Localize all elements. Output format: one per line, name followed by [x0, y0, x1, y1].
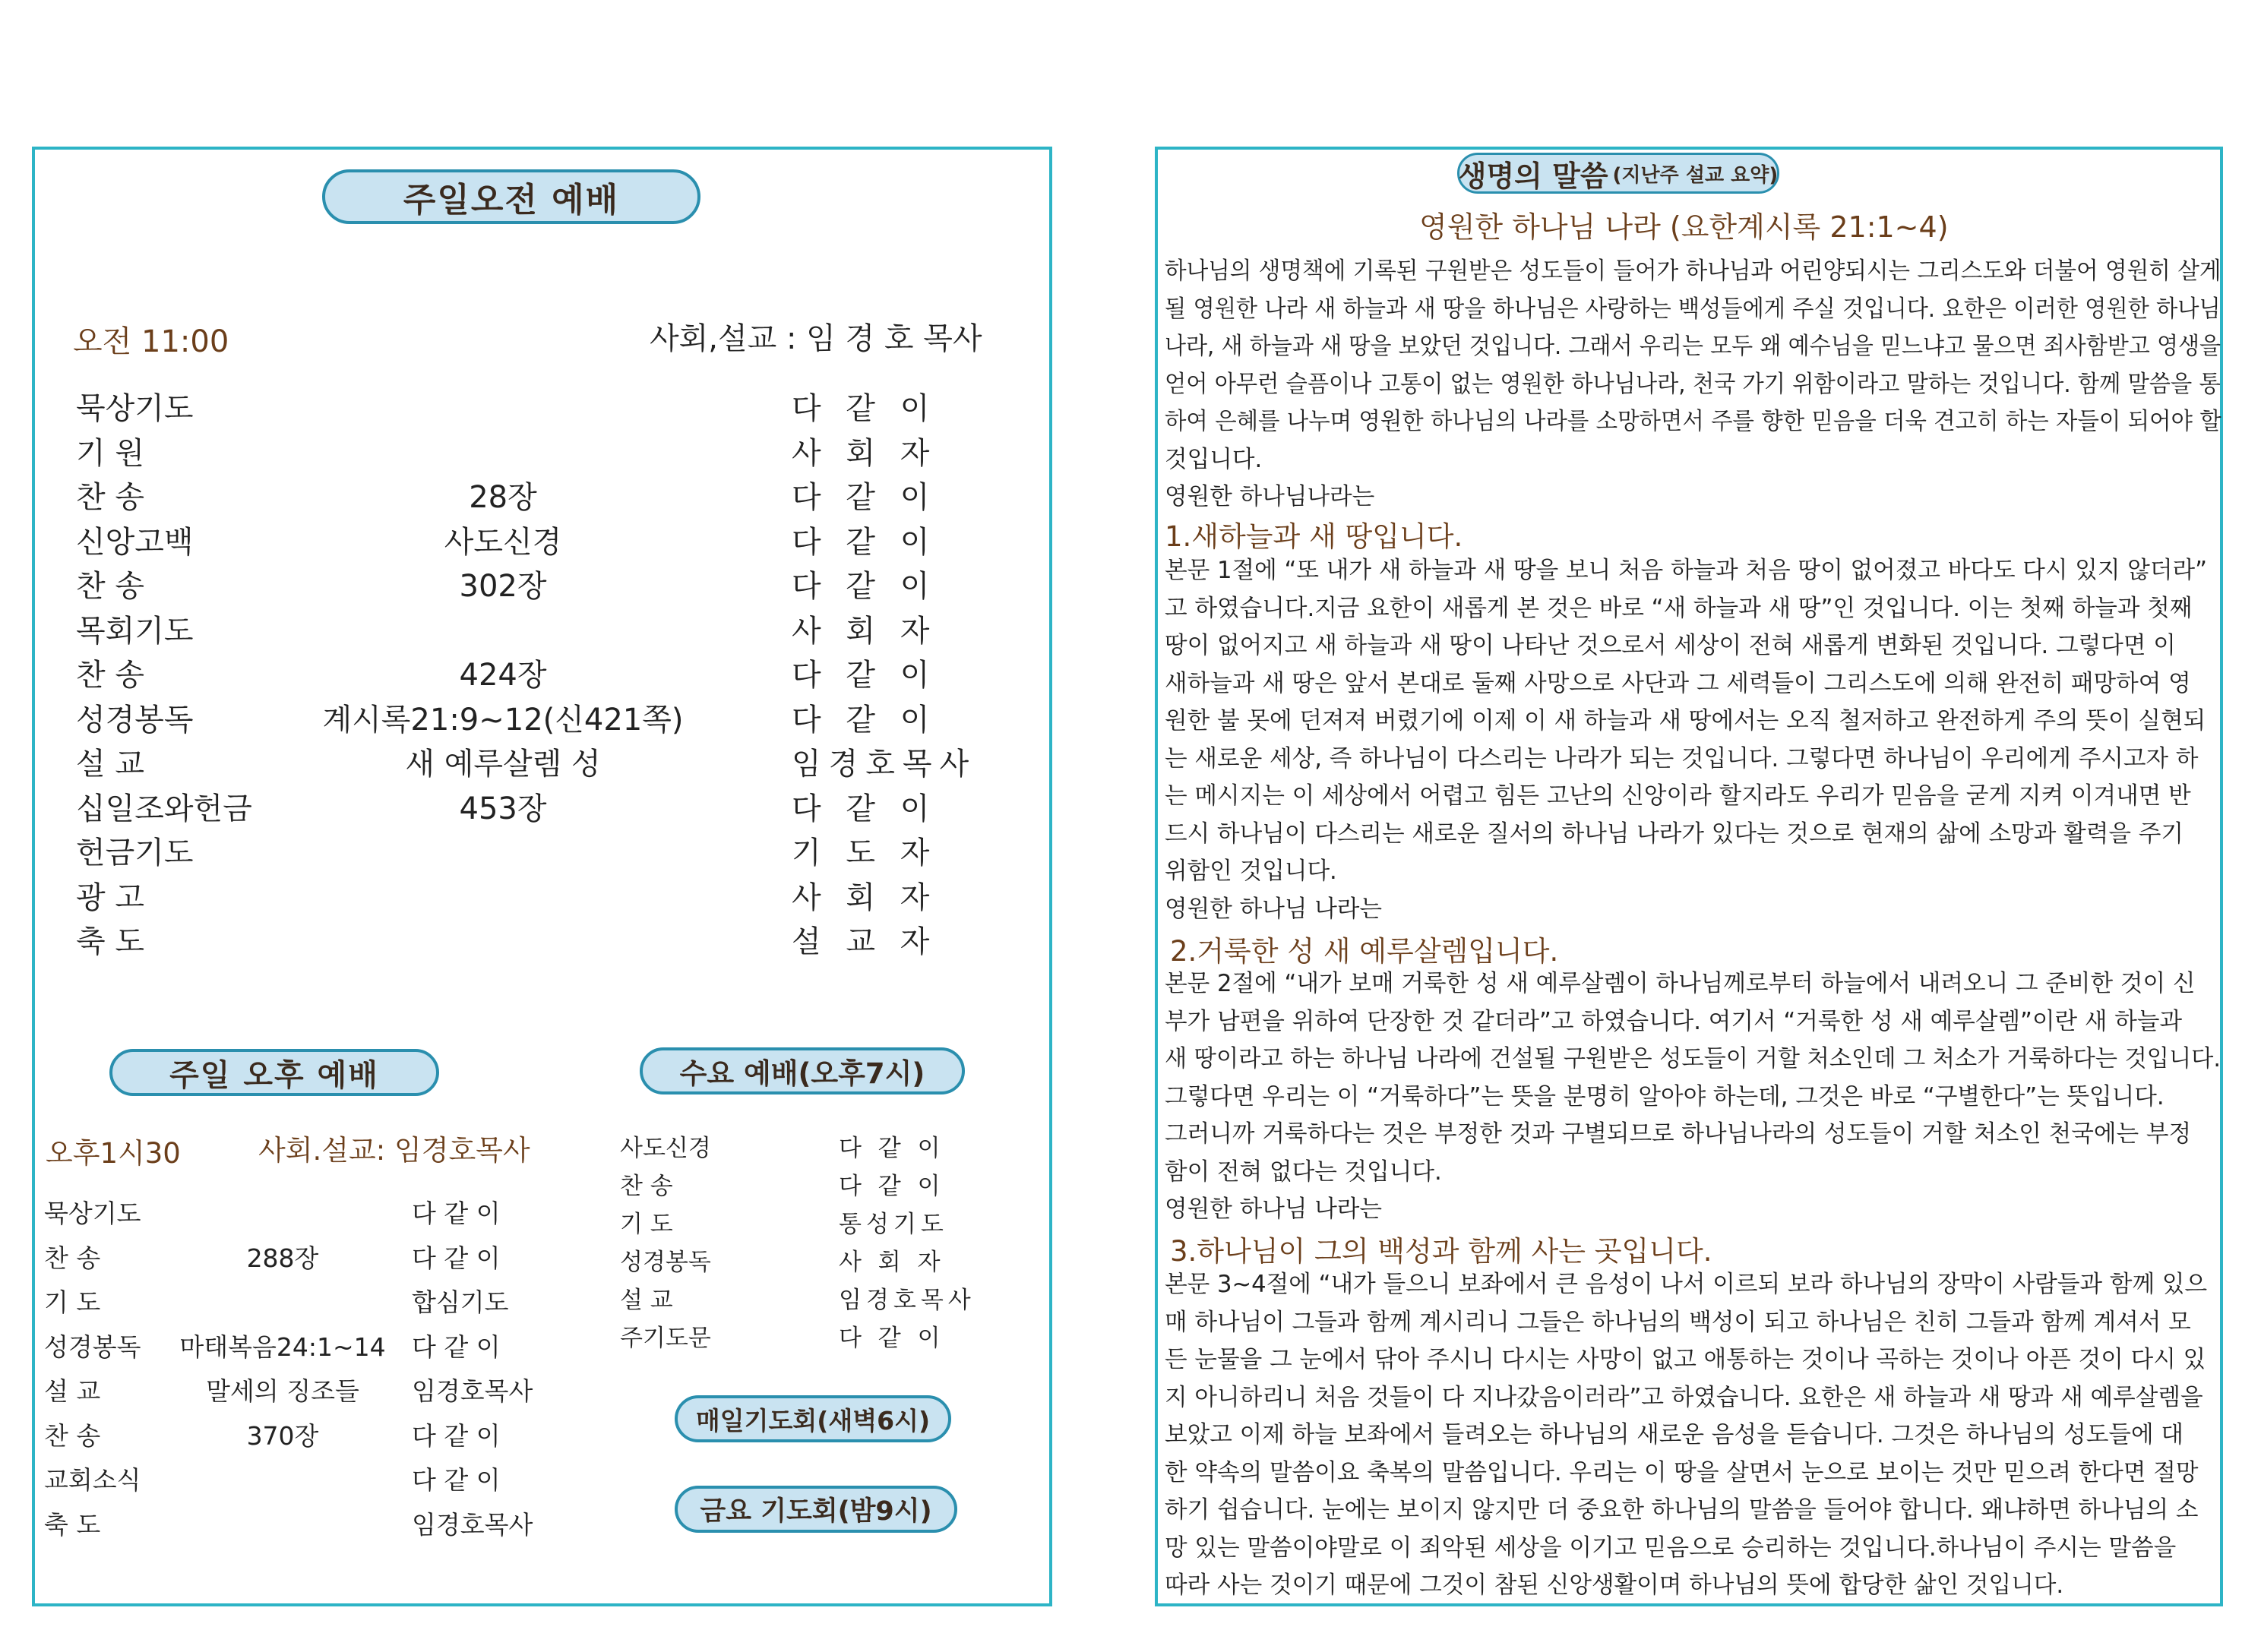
sermon-line: 는 새로운 세상, 즉 하나님이 다스리는 나라가 되는 것입니다. 그렇다면 하나님이 우리에게 주시고자 하 — [1165, 744, 2199, 772]
order-item-leader: 임경호목사 — [412, 1509, 533, 1540]
order-item-name: 묵상기도 — [44, 1199, 141, 1228]
order-row — [32, 429, 1052, 473]
order-item-name: 찬 송 — [44, 1243, 101, 1273]
order-item-name: 설 교 — [620, 1287, 673, 1314]
order-row — [32, 1239, 609, 1283]
order-item-name: 설 교 — [76, 747, 144, 782]
sermon-line: 고 하였습니다.지금 요한이 새롭게 본 것은 바로 “새 하늘과 새 땅”인 것입니다. 이는 첫째 하늘과 첫째 — [1165, 594, 2193, 622]
sermon-line: 는 메시지는 이 세상에서 어렵고 힘든 고난의 신앙이라 할지라도 우리가 믿음을 굳게 지켜 이겨내면 반 — [1165, 782, 2191, 810]
morning-order-list — [32, 384, 1052, 962]
order-row — [32, 384, 1052, 428]
order-item-leader: 통성기도 — [839, 1211, 948, 1238]
order-item-name: 찬 송 — [620, 1173, 673, 1200]
order-row — [32, 1417, 609, 1461]
sermon-line: 얻어 아무런 슬픔이나 고통이 없는 영원한 하나님나라, 천국 가기 위함이라고 말하는 것입니다. 함께 말씀을 통 — [1165, 370, 2221, 398]
sermon-line: 영원한 하나님 나라는 — [1165, 1196, 1383, 1223]
order-row — [32, 607, 1052, 651]
afternoon-service-time: 오후1시30 — [46, 1137, 181, 1170]
sermon-line: 지 아니하리니 처음 것들이 다 지나갔음이러라”고 하였습니다. 요한은 새 하늘과 새 땅과 새 예루살렘을 — [1165, 1383, 2203, 1411]
order-item-detail: 370장 — [246, 1420, 319, 1451]
order-item-detail: 302장 — [459, 569, 547, 604]
order-item-name: 목회기도 — [76, 613, 194, 649]
order-item-name: 축 도 — [44, 1509, 101, 1540]
order-item-detail: 새 예루살렘 성 — [405, 747, 601, 782]
order-item-leader: 다 같 이 — [412, 1199, 501, 1228]
sermon-line: 나라, 새 하늘과 새 땅을 보았던 것입니다. 그래서 우리는 모두 왜 예수님을 믿느냐고 물으면 죄사함받고 영생을 — [1165, 333, 2221, 360]
sermon-line: 새하늘과 새 땅은 앞서 본대로 둘째 사망으로 사단과 그 세력들이 그리스도에 의해 완전히 패망하여 영 — [1165, 669, 2191, 697]
morning-service-leader: 사회,설교 : 임 경 호 목사 — [650, 321, 982, 356]
order-item-name: 십일조와헌금 — [76, 791, 252, 826]
order-item-leader: 다 같 이 — [792, 658, 938, 693]
sermon-line: 따라 사는 것이기 때문에 그것이 참된 신앙생활이며 하나님의 뜻에 합당한 삶인 것입니다. — [1165, 1571, 2064, 1599]
order-row — [32, 873, 1052, 918]
daily-prayer-badge: 매일기도회(새벽6시) — [675, 1395, 951, 1442]
afternoon-service-title: 주일 오후 예배 — [109, 1049, 439, 1096]
order-item-detail: 288장 — [246, 1243, 319, 1273]
sermon-line: 한 약속의 말씀이요 축복의 말씀입니다. 우리는 이 땅을 살면서 눈으로 보이는 것만 믿으려 한다면 절망 — [1165, 1458, 2199, 1486]
sermon-line: 드시 하나님이 다스리는 새로운 질서의 하나님 나라가 있다는 것으로 현재의 삶에 소망과 활력을 주기 — [1165, 820, 2184, 848]
order-item-name: 성경봉독 — [620, 1249, 711, 1276]
order-item-name: 신앙고백 — [76, 524, 194, 560]
order-item-detail: 453장 — [459, 791, 547, 826]
sermon-line: 영원한 하나님나라는 — [1165, 483, 1375, 510]
order-item-leader: 사 회 자 — [792, 613, 938, 649]
order-item-name: 찬 송 — [76, 569, 144, 604]
order-row — [32, 1505, 609, 1549]
order-item-leader: 다 같 이 — [792, 702, 938, 738]
order-row — [32, 562, 1052, 606]
sermon-line: 본문 1절에 “또 내가 새 하늘과 새 땅을 보니 처음 하늘과 처음 땅이 없어졌고 바다도 다시 있지 않더라” — [1165, 557, 2208, 584]
sermon-line: 함이 전혀 없다는 것입니다. — [1165, 1158, 1442, 1186]
sermon-line: 부가 남편을 위하여 단장한 것 같더라”고 하였습니다. 여기서 “거룩한 성 새 예루살렘”이란 새 하늘과 — [1165, 1007, 2183, 1035]
order-row — [32, 651, 1052, 695]
order-row — [32, 918, 1052, 962]
order-item-name: 광 고 — [76, 880, 144, 915]
sermon-line: 매 하나님이 그들과 함께 계시리니 그들은 하나님의 백성이 되고 하나님은 친히 그들과 함께 계셔서 모 — [1165, 1308, 2191, 1336]
sermon-section-title-main: 생명의 말씀 — [1458, 159, 1608, 193]
order-item-name: 성경봉독 — [44, 1331, 141, 1362]
order-item-name: 기 도 — [44, 1287, 101, 1317]
order-row — [32, 829, 1052, 873]
order-row — [32, 1328, 609, 1372]
sermon-line: 것입니다. — [1165, 445, 1263, 473]
sermon-intro — [1165, 253, 2232, 516]
sermon-line: 될 영원한 나라 새 하늘과 새 땅을 하나님은 사랑하는 백성들에게 주실 것입니다. 요한은 이러한 영원한 하나님 — [1165, 295, 2221, 323]
afternoon-order-list — [32, 1194, 609, 1559]
sermon-title: 영원한 하나님 나라 (요한계시록 21:1~4) — [1419, 210, 1949, 244]
sermon-line: 망 있는 말씀이야말로 이 죄악된 세상을 이기고 믿음으로 승리하는 것입니다.하나님이 주시는 말씀을 — [1165, 1534, 2177, 1562]
sermon-line: 하여 은혜를 나누며 영원한 하나님의 나라를 소망하면서 주를 향한 믿음을 더욱 견고히 하는 자들이 되어야 할 — [1165, 408, 2221, 435]
sermon-point-1-heading: 1.새하늘과 새 땅입니다. — [1165, 520, 1463, 553]
sermon-section-title — [1457, 153, 1779, 194]
order-item-leader: 합심기도 — [412, 1287, 509, 1317]
sermon-line: 본문 3~4절에 “내가 들으니 보좌에서 큰 음성이 나서 이르되 보라 하나님의 장막이 사람들과 함께 있으 — [1165, 1271, 2208, 1298]
order-item-name: 교회소식 — [44, 1465, 141, 1495]
sermon-line: 든 눈물을 그 눈에서 닦아 주시니 다시는 사망이 없고 애통하는 것이나 곡하는 것이나 아픈 것이 다시 있 — [1165, 1346, 2206, 1373]
sermon-line: 그러니까 거룩하다는 것은 부정한 것과 구별되므로 하나님나라의 성도들이 거할 처소인 천국에는 부정 — [1165, 1120, 2192, 1148]
morning-service-time: 오전 11:00 — [73, 324, 229, 359]
order-item-leader: 다 같 이 — [839, 1135, 945, 1162]
order-row — [32, 518, 1052, 562]
order-item-leader: 다 같 이 — [412, 1420, 501, 1451]
order-item-leader: 다 같 이 — [792, 391, 938, 426]
order-item-leader: 임경호목사 — [792, 747, 977, 782]
order-item-name: 성경봉독 — [76, 702, 194, 738]
sermon-line: 보았고 이제 하늘 보좌에서 들려오는 하나님의 새로운 음성을 듣습니다. 그것은 하나님의 성도들에 대 — [1165, 1421, 2184, 1448]
sermon-line: 하나님의 생명책에 기록된 구원받은 성도들이 들어가 하나님과 어린양되시는 그리스도와 더불어 영원히 살게 — [1165, 257, 2221, 285]
order-item-detail: 28장 — [469, 480, 537, 515]
order-item-detail: 마태복음24:1~14 — [179, 1331, 386, 1362]
order-item-leader: 다 같 이 — [792, 524, 938, 560]
order-item-leader: 다 같 이 — [792, 480, 938, 515]
sermon-line: 원한 불 못에 던져져 버렸기에 이제 이 새 하늘과 새 땅에서는 오직 철저하고 완전하게 주의 뜻이 실현되 — [1165, 707, 2206, 734]
order-item-leader: 다 같 이 — [412, 1243, 501, 1273]
order-item-leader: 다 같 이 — [412, 1465, 501, 1495]
sermon-point-3-heading: 3.하나님이 그의 백성과 함께 사는 곳입니다. — [1170, 1235, 1712, 1268]
order-item-leader: 설 교 자 — [792, 924, 938, 959]
order-item-leader: 기 도 자 — [792, 835, 938, 870]
sermon-line: 새 땅이라고 하는 하나님 나라에 건설될 구원받은 성도들이 거할 처소인데 그 처소가 거룩하다는 것입니다. — [1165, 1045, 2221, 1072]
sermon-line: 땅이 없어지고 새 하늘과 새 땅이 나타난 것으로서 세상이 전혀 새롭게 변화된 것입니다. 그렇다면 이 — [1165, 632, 2176, 659]
order-item-name: 기 도 — [620, 1211, 673, 1238]
order-row — [32, 1194, 609, 1238]
order-item-name: 찬 송 — [44, 1420, 101, 1451]
sermon-section-title-sub: (지난주 설교 요약) — [1612, 163, 1779, 187]
friday-prayer-badge: 금요 기도회(밤9시) — [675, 1486, 957, 1533]
order-item-leader: 임경호목사 — [412, 1376, 533, 1406]
order-item-name: 찬 송 — [76, 658, 144, 693]
order-item-leader: 다 같 이 — [839, 1325, 945, 1352]
order-item-leader: 사 회 자 — [792, 435, 938, 471]
order-item-name: 묵상기도 — [76, 391, 194, 426]
wednesday-order-list — [615, 1129, 995, 1372]
order-row — [32, 473, 1052, 517]
order-item-name: 사도신경 — [620, 1135, 711, 1162]
order-item-name: 헌금기도 — [76, 835, 194, 870]
sermon-point-2-body — [1165, 965, 2232, 1229]
order-item-leader: 사 회 자 — [792, 880, 938, 915]
afternoon-service-leader: 사회.설교: 임경호목사 — [258, 1134, 530, 1167]
order-item-name: 찬 송 — [76, 480, 144, 515]
sermon-line: 영원한 하나님 나라는 — [1165, 895, 1383, 923]
order-item-detail: 사도신경 — [444, 524, 562, 560]
order-row — [32, 696, 1052, 740]
order-item-detail: 424장 — [459, 658, 547, 693]
sermon-line: 위함인 것입니다. — [1165, 858, 1337, 885]
order-row — [615, 1319, 995, 1363]
order-item-detail: 말세의 징조들 — [206, 1376, 359, 1406]
order-item-name: 축 도 — [76, 924, 144, 959]
order-item-leader: 다 같 이 — [412, 1331, 501, 1362]
order-item-leader: 다 같 이 — [839, 1173, 945, 1200]
order-row — [32, 1372, 609, 1416]
order-item-name: 주기도문 — [620, 1325, 711, 1352]
order-row — [32, 740, 1052, 784]
sermon-line: 그렇다면 우리는 이 “거룩하다”는 뜻을 분명히 알아야 하는데, 그것은 바로 “구별한다”는 뜻입니다. — [1165, 1082, 2165, 1110]
sermon-point-3-body — [1165, 1266, 2232, 1605]
wednesday-service-title: 수요 예배(오후7시) — [640, 1047, 965, 1094]
order-item-leader: 다 같 이 — [792, 569, 938, 604]
sermon-line: 본문 2절에 “내가 보매 거룩한 성 새 예루살렘이 하나님께로부터 하늘에서 내려오니 그 준비한 것이 신 — [1165, 970, 2196, 997]
order-item-leader: 사 회 자 — [839, 1249, 945, 1276]
order-row — [32, 1283, 609, 1327]
order-item-leader: 임경호목사 — [839, 1287, 976, 1314]
order-item-detail: 계시록21:9~12(신421쪽) — [322, 702, 684, 738]
order-item-name: 기 원 — [76, 435, 144, 471]
order-item-leader: 다 같 이 — [792, 791, 938, 826]
sermon-line: 하기 쉽습니다. 눈에는 보이지 않지만 더 중요한 하나님의 말씀을 들어야 합니다. 왜냐하면 하나님의 소 — [1165, 1496, 2199, 1524]
sermon-point-2-heading: 2.거룩한 성 새 예루살렘입니다. — [1170, 935, 1559, 968]
order-item-name: 설 교 — [44, 1376, 101, 1406]
morning-service-title: 주일오전 예배 — [322, 169, 700, 224]
order-row — [32, 1461, 609, 1505]
order-row — [32, 785, 1052, 829]
sermon-point-1-body — [1165, 552, 2232, 928]
